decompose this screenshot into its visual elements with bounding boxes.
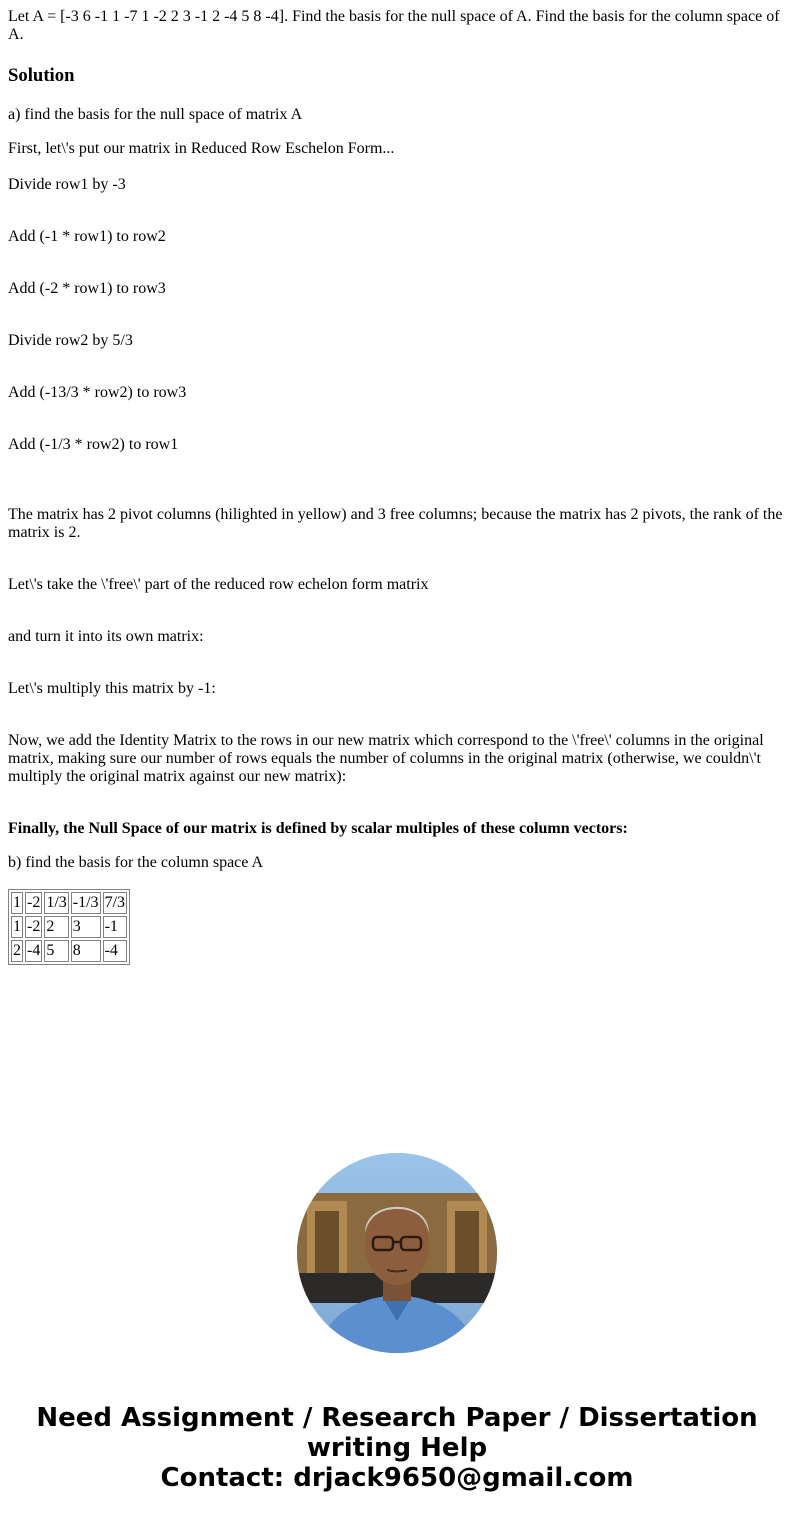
- matrix-row: [11, 916, 127, 938]
- rref-intro: First, let\'s put our matrix in Reduced Row Eschelon Form...: [8, 140, 395, 157]
- matrix-cell: 1: [11, 916, 23, 938]
- matrix-cell: 1/3: [44, 892, 68, 914]
- step-6: Add (-1/3 * row2) to row1: [8, 436, 179, 453]
- footer-line-1: Need Assignment / Research Paper / Dissertation: [36, 1403, 758, 1433]
- step-2: Add (-1 * row1) to row2: [8, 228, 166, 245]
- person-photo-icon: [297, 1153, 497, 1353]
- footer-banner: [0, 1403, 794, 1493]
- matrix-cell: -1/3: [71, 892, 101, 914]
- solution-heading: Solution: [8, 65, 75, 86]
- matrix-cell: -4: [103, 940, 127, 962]
- matrix-cell: 7/3: [103, 892, 127, 914]
- footer-contact: Contact: drjack9650@gmail.com: [160, 1463, 634, 1493]
- matrix-row: [11, 940, 127, 962]
- matrix-cell: -2: [25, 916, 42, 938]
- matrix-cell: 3: [71, 916, 101, 938]
- part-a-title: a) find the basis for the null space of matrix A: [8, 106, 303, 123]
- avatar: [297, 1153, 497, 1353]
- step-1: Divide row1 by -3: [8, 176, 126, 193]
- matrix-cell: -1: [103, 916, 127, 938]
- matrix-cell: -2: [25, 892, 42, 914]
- matrix-cell: -4: [25, 940, 42, 962]
- matrix-cell: 8: [71, 940, 101, 962]
- part-b-title: b) find the basis for the column space A: [8, 854, 264, 871]
- pivot-explanation: The matrix has 2 pivot columns (hilighted in yellow) and 3 free columns; because the matrix has 2 pivots, the rank of the matrix is 2.: [8, 506, 783, 541]
- document-body: [8, 0, 786, 965]
- step-3: Add (-2 * row1) to row3: [8, 280, 166, 297]
- matrix-cell: 2: [11, 940, 23, 962]
- null-space-conclusion: Finally, the Null Space of our matrix is defined by scalar multiples of these column vectors:: [8, 820, 628, 837]
- step-5: Add (-13/3 * row2) to row3: [8, 384, 187, 401]
- matrix-cell: 5: [44, 940, 68, 962]
- own-matrix-text: and turn it into its own matrix:: [8, 628, 204, 645]
- matrix-cell: 1: [11, 892, 23, 914]
- step-4: Divide row2 by 5/3: [8, 332, 133, 349]
- footer-line-2: writing Help: [306, 1433, 488, 1463]
- question-text: Let A = [-3 6 -1 1 -7 1 -2 2 3 -1 2 -4 5 8 -4]. Find the basis for the null space of A. Find the basis for the column space of A.: [8, 8, 780, 43]
- matrix-row: [11, 892, 127, 914]
- multiply-text: Let\'s multiply this matrix by -1:: [8, 680, 216, 697]
- identity-text: Now, we add the Identity Matrix to the rows in our new matrix which correspond to the \'free\' columns in the original matrix, making sure our number of rows equals the number of columns in the original matrix (otherwise, we couldn\'t multiply the original matrix against our new matrix):: [8, 732, 764, 785]
- free-part-text: Let\'s take the \'free\' part of the reduced row echelon form matrix: [8, 576, 429, 593]
- column-space-matrix: [8, 889, 130, 965]
- matrix-cell: 2: [44, 916, 68, 938]
